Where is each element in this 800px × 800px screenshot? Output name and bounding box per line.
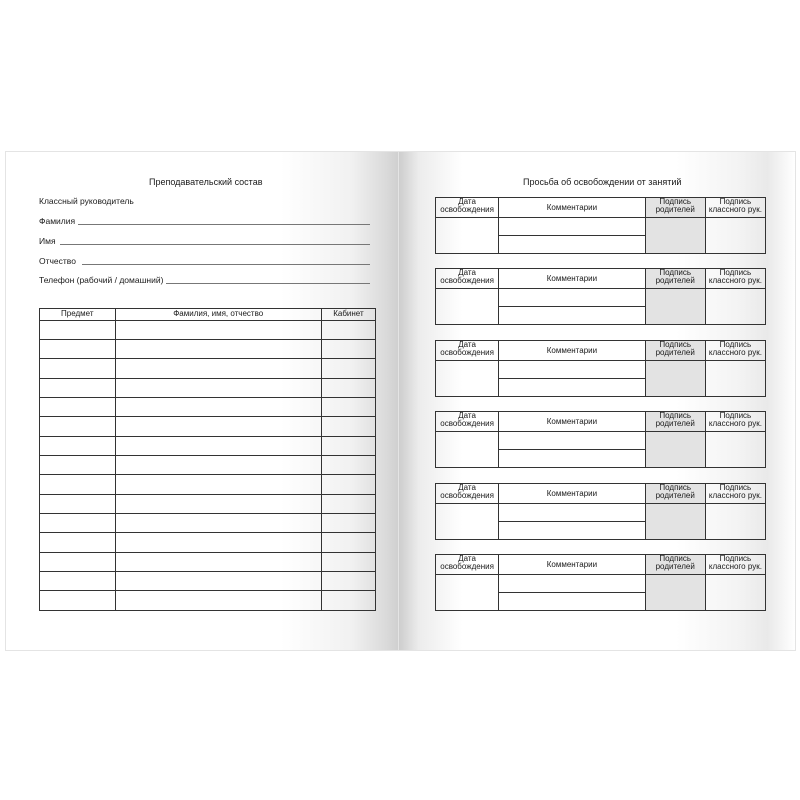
date-cell — [436, 504, 499, 540]
date-header — [436, 412, 499, 432]
comments-header-label: Комментарии — [546, 416, 598, 426]
date-header-line1: Дата — [458, 411, 476, 420]
teachers-table-header — [40, 309, 376, 321]
teacher-sign-cell — [705, 432, 765, 468]
release-row — [436, 432, 766, 450]
cell — [115, 552, 321, 571]
date-header-line1: Дата — [458, 554, 476, 563]
comment-cell — [499, 575, 645, 593]
date-header-line2: освобождения — [440, 491, 494, 500]
comment-cell — [499, 236, 645, 254]
date-header — [436, 484, 499, 504]
cell — [115, 321, 321, 340]
parents-sign-cell — [645, 218, 705, 254]
cell — [115, 456, 321, 475]
table-row — [40, 456, 376, 475]
parents-sign-header — [645, 412, 705, 432]
comment-cell — [499, 289, 645, 307]
cell — [321, 533, 375, 552]
parents-sign-line1: Подпись — [659, 411, 692, 420]
room-header: Кабинет — [321, 309, 375, 321]
parents-sign-cell — [645, 361, 705, 397]
parents-sign-line2: родителей — [655, 276, 695, 285]
cell — [321, 494, 375, 513]
teacher-sign-line1: Подпись — [719, 340, 752, 349]
comment-cell — [499, 218, 645, 236]
date-header — [436, 198, 499, 218]
table-row — [40, 359, 376, 378]
release-header-row — [436, 484, 766, 504]
teacher-sign-cell — [705, 289, 765, 325]
diary-spread — [6, 152, 795, 650]
date-header-line1: Дата — [458, 197, 476, 206]
comments-header-label: Комментарии — [546, 345, 598, 355]
date-cell — [436, 432, 499, 468]
cell — [40, 572, 116, 591]
comments-header-label: Комментарии — [546, 559, 598, 569]
release-header-row — [436, 341, 766, 361]
cell — [40, 417, 116, 436]
cell — [40, 494, 116, 513]
release-table — [435, 411, 766, 468]
parents-sign-line1: Подпись — [659, 340, 692, 349]
cell — [321, 572, 375, 591]
comments-header — [499, 484, 645, 504]
teacher-sign-cell — [705, 361, 765, 397]
comment-cell — [499, 307, 645, 325]
date-header-line2: освобождения — [440, 419, 494, 428]
cell — [40, 591, 116, 610]
date-header-line2: освобождения — [440, 205, 494, 214]
release-row — [436, 218, 766, 236]
cell — [321, 436, 375, 455]
parents-sign-header — [645, 555, 705, 575]
comments-header-label: Комментарии — [546, 202, 598, 212]
cell — [115, 591, 321, 610]
parents-sign-cell — [645, 504, 705, 540]
parents-sign-cell — [645, 575, 705, 611]
teacher-sign-cell — [705, 504, 765, 540]
cell — [115, 494, 321, 513]
cell — [115, 359, 321, 378]
teacher-sign-line2: классного рук. — [708, 562, 762, 571]
table-row — [40, 398, 376, 417]
cell — [115, 417, 321, 436]
teacher-sign-header — [705, 198, 765, 218]
parents-sign-line2: родителей — [655, 562, 695, 571]
parents-sign-header — [645, 484, 705, 504]
cell — [40, 436, 116, 455]
release-table — [435, 340, 766, 397]
table-row — [40, 494, 376, 513]
date-cell — [436, 289, 499, 325]
table-row — [40, 533, 376, 552]
right-page — [399, 152, 795, 650]
comment-cell — [499, 593, 645, 611]
table-row — [40, 572, 376, 591]
cell — [115, 572, 321, 591]
patronymic-label: Отчество — [39, 256, 76, 266]
teacher-sign-header — [705, 555, 765, 575]
release-header-row — [436, 412, 766, 432]
comment-cell — [499, 432, 645, 450]
phone-line — [166, 283, 370, 284]
subject-header: Предмет — [40, 309, 116, 321]
comments-header-label: Комментарии — [546, 488, 598, 498]
teacher-sign-line1: Подпись — [719, 268, 752, 277]
cell — [321, 514, 375, 533]
date-cell — [436, 575, 499, 611]
date-header-line2: освобождения — [440, 348, 494, 357]
cell — [321, 456, 375, 475]
table-row — [40, 417, 376, 436]
date-header — [436, 555, 499, 575]
date-header-line1: Дата — [458, 268, 476, 277]
teacher-sign-line1: Подпись — [719, 554, 752, 563]
cell — [321, 417, 375, 436]
comment-cell — [499, 450, 645, 468]
teacher-sign-header — [705, 484, 765, 504]
teacher-name-header: Фамилия, имя, отчество — [115, 309, 321, 321]
date-cell — [436, 218, 499, 254]
cell — [40, 514, 116, 533]
teacher-sign-line2: классного рук. — [708, 491, 762, 500]
left-page — [6, 152, 399, 650]
table-row — [40, 514, 376, 533]
teacher-sign-header — [705, 412, 765, 432]
parents-sign-header — [645, 269, 705, 289]
surname-line — [78, 224, 370, 225]
parents-sign-cell — [645, 432, 705, 468]
surname-label: Фамилия — [39, 216, 76, 226]
parents-sign-line1: Подпись — [659, 554, 692, 563]
table-row — [40, 552, 376, 571]
phone-label: Телефон (рабочий / домашний) — [39, 275, 164, 285]
release-table — [435, 197, 766, 254]
comment-cell — [499, 522, 645, 540]
release-table — [435, 268, 766, 325]
table-row — [40, 340, 376, 359]
patronymic-line — [82, 264, 370, 265]
comments-header — [499, 269, 645, 289]
parents-sign-line1: Подпись — [659, 268, 692, 277]
cell — [115, 436, 321, 455]
cell — [321, 378, 375, 397]
cell — [40, 340, 116, 359]
release-table — [435, 554, 766, 611]
parents-sign-header — [645, 341, 705, 361]
cell — [321, 359, 375, 378]
comment-cell — [499, 504, 645, 522]
cell — [321, 591, 375, 610]
parents-sign-line1: Подпись — [659, 483, 692, 492]
release-title: Просьба об освобождении от занятий — [523, 177, 682, 187]
name-label: Имя — [39, 236, 56, 246]
teacher-sign-line1: Подпись — [719, 483, 752, 492]
cell — [40, 398, 116, 417]
release-row — [436, 504, 766, 522]
release-header-row — [436, 555, 766, 575]
comments-header — [499, 198, 645, 218]
teacher-sign-line2: классного рук. — [708, 348, 762, 357]
release-table — [435, 483, 766, 540]
cell — [321, 475, 375, 494]
cell — [40, 456, 116, 475]
release-row — [436, 575, 766, 593]
cell — [40, 378, 116, 397]
date-header-line2: освобождения — [440, 276, 494, 285]
teacher-sign-cell — [705, 575, 765, 611]
cell — [40, 359, 116, 378]
comment-cell — [499, 379, 645, 397]
table-row — [40, 436, 376, 455]
cell — [115, 398, 321, 417]
release-row — [436, 361, 766, 379]
date-cell — [436, 361, 499, 397]
date-header-line2: освобождения — [440, 562, 494, 571]
date-header-line1: Дата — [458, 340, 476, 349]
teachers-table — [39, 308, 376, 611]
comments-header — [499, 555, 645, 575]
parents-sign-line2: родителей — [655, 419, 695, 428]
cell — [321, 321, 375, 340]
cell — [321, 340, 375, 359]
cell — [40, 552, 116, 571]
cell — [40, 321, 116, 340]
teacher-sign-line2: классного рук. — [708, 276, 762, 285]
comments-header — [499, 412, 645, 432]
date-header — [436, 269, 499, 289]
table-row — [40, 475, 376, 494]
parents-sign-cell — [645, 289, 705, 325]
cell — [321, 552, 375, 571]
table-row — [40, 378, 376, 397]
teacher-sign-line2: классного рук. — [708, 205, 762, 214]
comments-header — [499, 341, 645, 361]
class-teacher-label: Классный руководитель — [39, 196, 134, 206]
release-row — [436, 289, 766, 307]
date-header-line1: Дата — [458, 483, 476, 492]
table-row — [40, 591, 376, 610]
teacher-sign-cell — [705, 218, 765, 254]
teacher-sign-line1: Подпись — [719, 411, 752, 420]
parents-sign-line2: родителей — [655, 205, 695, 214]
cell — [115, 533, 321, 552]
release-header-row — [436, 198, 766, 218]
cell — [40, 533, 116, 552]
cell — [115, 378, 321, 397]
comments-header-label: Комментарии — [546, 273, 598, 283]
cell — [321, 398, 375, 417]
teacher-sign-line2: классного рук. — [708, 419, 762, 428]
date-header — [436, 341, 499, 361]
teachers-title: Преподавательский состав — [149, 177, 263, 187]
cell — [115, 340, 321, 359]
comment-cell — [499, 361, 645, 379]
cell — [115, 514, 321, 533]
cell — [40, 475, 116, 494]
cell — [115, 475, 321, 494]
teacher-sign-header — [705, 269, 765, 289]
parents-sign-line2: родителей — [655, 491, 695, 500]
parents-sign-line1: Подпись — [659, 197, 692, 206]
table-row — [40, 321, 376, 340]
teacher-sign-header — [705, 341, 765, 361]
name-line — [60, 244, 370, 245]
parents-sign-line2: родителей — [655, 348, 695, 357]
release-header-row — [436, 269, 766, 289]
parents-sign-header — [645, 198, 705, 218]
teacher-sign-line1: Подпись — [719, 197, 752, 206]
